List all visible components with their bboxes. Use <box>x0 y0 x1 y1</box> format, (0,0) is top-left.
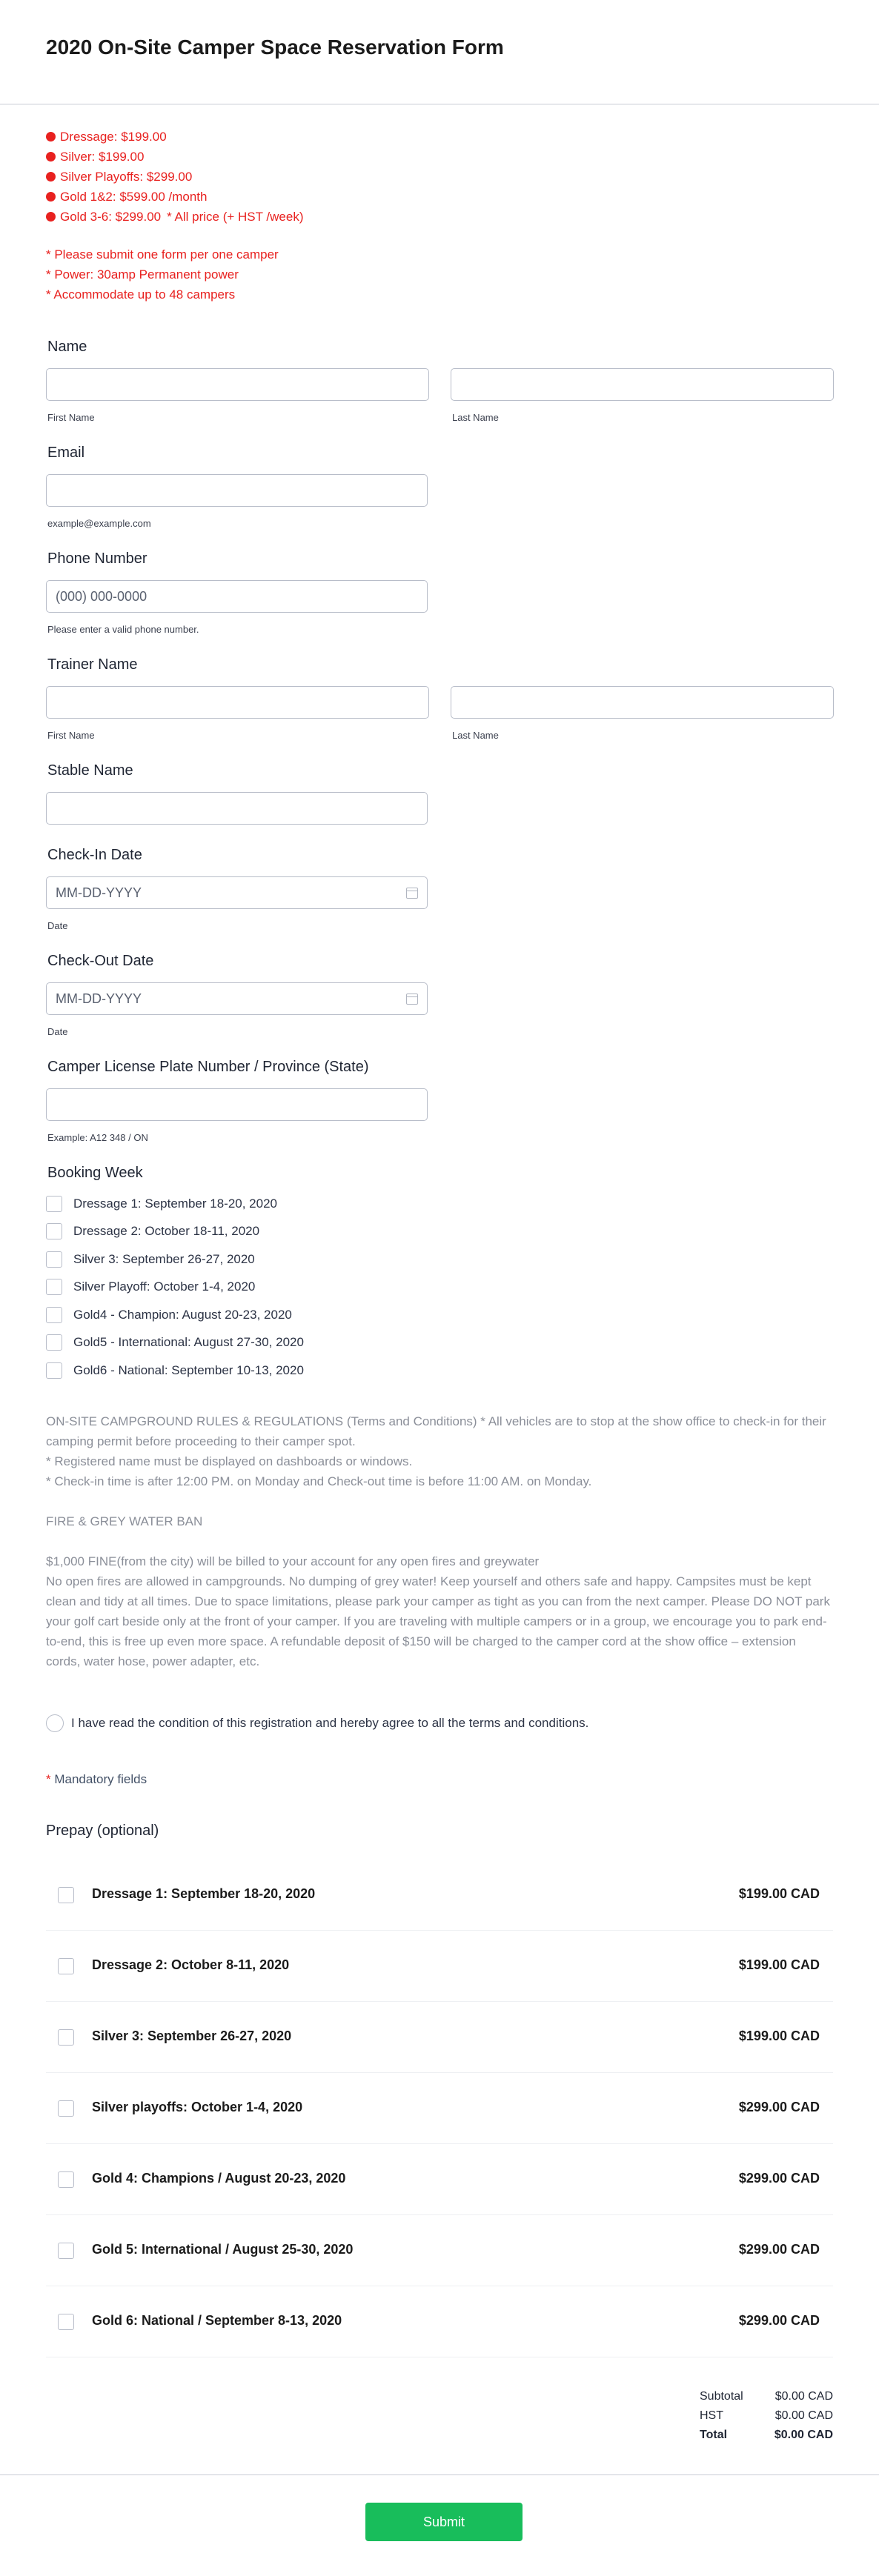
bullet-icon <box>46 212 56 222</box>
stable-input[interactable] <box>46 792 428 825</box>
checkbox[interactable] <box>46 1279 62 1295</box>
product-item[interactable]: Silver playoffs: October 1-4, 2020 $299.00 CAD <box>46 2073 833 2144</box>
checkin-sublabel: Date <box>47 920 68 931</box>
checkin-placeholder: MM-DD-YYYY <box>56 885 142 900</box>
subtotal-row: Subtotal $0.00 CAD <box>700 2390 833 2403</box>
booking-option[interactable]: Gold6 - National: September 10-13, 2020 <box>46 1357 304 1385</box>
checkin-date-input[interactable] <box>46 876 428 909</box>
name-label: Name <box>47 339 87 355</box>
prepay-title: Prepay (optional) <box>46 1823 159 1839</box>
price-item: Gold 3-6: $299.00 * All price (+ HST /week) <box>46 207 304 227</box>
booking-options <box>46 1190 304 1385</box>
price-list <box>46 127 304 227</box>
email-label: Email <box>47 445 85 461</box>
bullet-icon <box>46 192 56 202</box>
mandatory-note: * Mandatory fields <box>46 1772 147 1786</box>
checkbox[interactable] <box>46 1251 62 1268</box>
booking-option[interactable]: Dressage 2: October 18-11, 2020 <box>46 1218 304 1246</box>
plate-input[interactable] <box>46 1088 428 1121</box>
checkout-date-input[interactable] <box>46 982 428 1015</box>
trainer-last-input[interactable] <box>451 686 834 719</box>
product-item[interactable]: Silver 3: September 26-27, 2020 $199.00 CAD <box>46 2002 833 2073</box>
rules-line: * Check-in time is after 12:00 PM. on Monday and Check-out time is before 11:00 AM. on Monday. <box>46 1474 592 1488</box>
phone-sublabel: Please enter a valid phone number. <box>47 624 199 635</box>
trainer-last-sublabel: Last Name <box>452 730 499 741</box>
last-name-sublabel: Last Name <box>452 412 499 423</box>
stable-label: Stable Name <box>47 762 133 779</box>
checkout-label: Check-Out Date <box>47 953 154 969</box>
bullet-icon <box>46 172 56 182</box>
checkbox[interactable] <box>46 1334 62 1351</box>
ban-title: FIRE & GREY WATER BAN <box>46 1514 203 1528</box>
payment-totals <box>700 2387 833 2445</box>
checkin-label: Check-In Date <box>47 847 142 863</box>
product-item[interactable]: Gold 4: Champions / August 20-23, 2020 $299.00 CAD <box>46 2144 833 2215</box>
rules-line: * Registered name must be displayed on dashboards or windows. <box>46 1454 413 1468</box>
bullet-icon <box>46 132 56 142</box>
rules-text <box>46 1411 832 1671</box>
product-checkbox[interactable] <box>58 1958 74 1974</box>
product-item[interactable]: Dressage 1: September 18-20, 2020 $199.00 CAD <box>46 1860 833 1931</box>
product-item[interactable]: Gold 6: National / September 8-13, 2020 $299.00 CAD <box>46 2286 833 2357</box>
phone-label: Phone Number <box>47 550 147 567</box>
product-checkbox[interactable] <box>58 2100 74 2117</box>
last-name-input[interactable] <box>451 368 834 401</box>
trainer-label: Trainer Name <box>47 656 138 673</box>
first-name-input[interactable] <box>46 368 429 401</box>
product-checkbox[interactable] <box>58 2171 74 2188</box>
phone-input[interactable] <box>46 580 428 613</box>
checkout-placeholder: MM-DD-YYYY <box>56 991 142 1006</box>
page-title: 2020 On-Site Camper Space Reservation Form <box>46 36 504 59</box>
email-sublabel: example@example.com <box>47 518 151 529</box>
bullet-icon <box>46 152 56 162</box>
phone-placeholder: (000) 000-0000 <box>56 589 147 604</box>
checkbox[interactable] <box>46 1196 62 1212</box>
product-checkbox[interactable] <box>58 2243 74 2259</box>
booking-option[interactable]: Silver Playoff: October 1-4, 2020 <box>46 1274 304 1302</box>
product-item[interactable]: Gold 5: International / August 25-30, 2020 $299.00 CAD <box>46 2215 833 2286</box>
product-checkbox[interactable] <box>58 2314 74 2330</box>
rules-body: No open fires are allowed in campgrounds. No dumping of grey water! Keep yourself and others safe and happy. Campsites must be kept clean and tidy at all times. Due to space limitations, please park your camper as tight as you can from the next camper. Please DO NOT park your golf cart beside only at the front of your camper. If you are traveling with multiple campers or in a group, we encourage you to park end-to-end, this is free up even more space. A refundable deposit of $150 will be charged to the camper cord at the show office – extension cords, water hose, power adapter, etc. <box>46 1574 830 1668</box>
booking-option[interactable]: Dressage 1: September 18-20, 2020 <box>46 1190 304 1218</box>
booking-label: Booking Week <box>47 1165 143 1181</box>
booking-option[interactable]: Gold4 - Champion: August 20-23, 2020 <box>46 1301 304 1329</box>
rules-line: ON-SITE CAMPGROUND RULES & REGULATIONS (Terms and Conditions) * All vehicles are to stop at the show office to check-in for their camping permit before proceeding to their camper spot. <box>46 1414 826 1448</box>
first-name-sublabel: First Name <box>47 412 95 423</box>
calendar-icon[interactable] <box>406 888 418 899</box>
agree-label[interactable]: I have read the condition of this registration and hereby agree to all the terms and conditions. <box>71 1716 589 1730</box>
plate-label: Camper License Plate Number / Province (State) <box>47 1059 369 1075</box>
price-item: Dressage: $199.00 <box>46 127 304 147</box>
submit-button[interactable]: Submit <box>365 2503 523 2541</box>
total-row: Total $0.00 CAD <box>700 2429 833 2441</box>
note-item: * Accommodate up to 48 campers <box>46 287 236 302</box>
fine-text: $1,000 FINE(from the city) will be billed to your account for any open fires and greywater <box>46 1554 540 1568</box>
booking-option[interactable]: Silver 3: September 26-27, 2020 <box>46 1245 304 1274</box>
note-item: * Please submit one form per one camper <box>46 247 279 262</box>
product-item[interactable]: Dressage 2: October 8-11, 2020 $199.00 CAD <box>46 1931 833 2002</box>
product-checkbox[interactable] <box>58 2029 74 2046</box>
price-item: Gold 1&2: $599.00 /month <box>46 187 304 207</box>
note-item: * Power: 30amp Permanent power <box>46 267 239 282</box>
product-checkbox[interactable] <box>58 1887 74 1903</box>
checkout-sublabel: Date <box>47 1026 68 1037</box>
calendar-icon[interactable] <box>406 994 418 1005</box>
plate-sublabel: Example: A12 348 / ON <box>47 1132 148 1143</box>
price-note: * All price (+ HST /week) <box>167 210 304 224</box>
price-item: Silver: $199.00 <box>46 147 304 167</box>
notes-list <box>46 244 279 304</box>
trainer-first-sublabel: First Name <box>47 730 95 741</box>
hst-row: HST $0.00 CAD <box>700 2409 833 2422</box>
trainer-first-input[interactable] <box>46 686 429 719</box>
checkbox[interactable] <box>46 1307 62 1323</box>
checkbox[interactable] <box>46 1362 62 1379</box>
email-input[interactable] <box>46 474 428 507</box>
agree-radio[interactable] <box>46 1714 64 1732</box>
checkbox[interactable] <box>46 1223 62 1239</box>
price-item: Silver Playoffs: $299.00 <box>46 167 304 187</box>
booking-option[interactable]: Gold5 - International: August 27-30, 2020 <box>46 1329 304 1357</box>
